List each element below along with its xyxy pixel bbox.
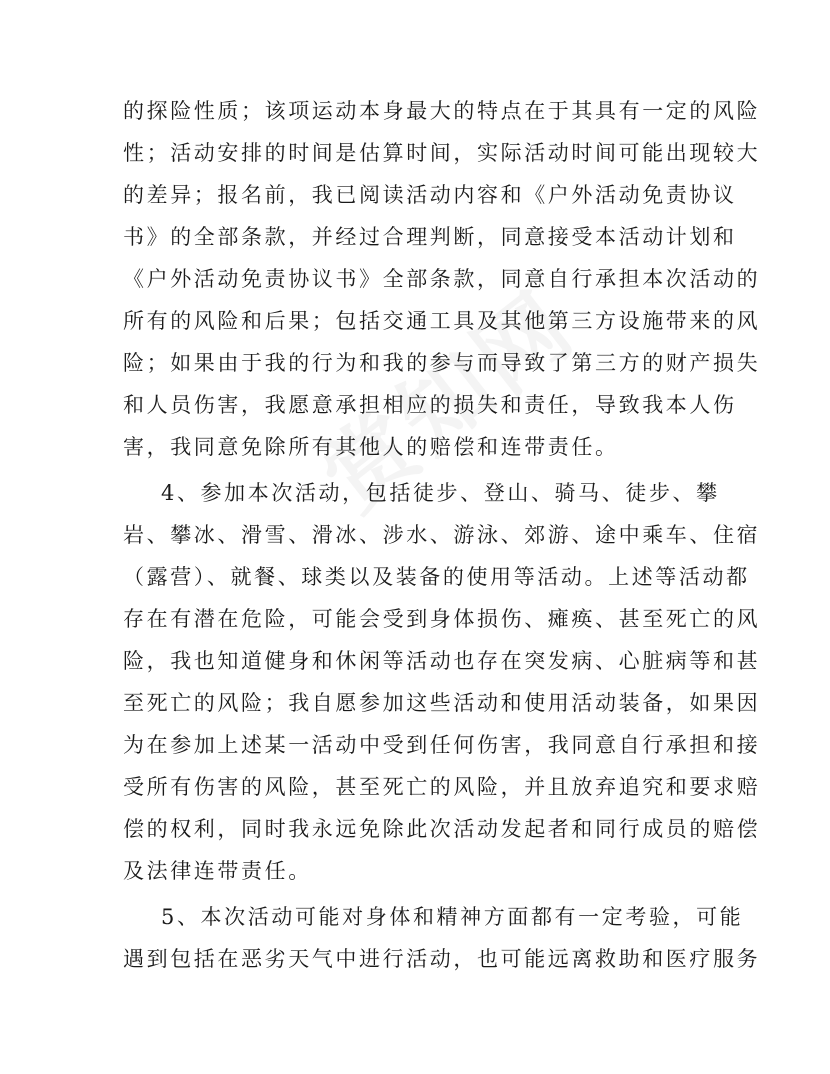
text-line: 遇到包括在恶劣天气中进行活动，也可能远离救助和医疗服务	[123, 947, 761, 971]
text-line: 为在参加上述某一活动中受到任何伤害，我同意自行承担和接	[123, 733, 761, 757]
text-line: 及法律连带责任。	[123, 859, 312, 883]
text-line: 至死亡的风险；我自愿参加这些活动和使用活动装备，如果因	[123, 691, 761, 715]
text-line: 5、本次活动可能对身体和精神方面都有一定考验，可能	[161, 905, 744, 929]
text-line: 岩、攀冰、滑雪、滑冰、涉水、游泳、郊游、途中乘车、住宿	[123, 523, 761, 547]
text-line: 受所有伤害的风险，甚至死亡的风险，并且放弃追究和要求赔	[123, 775, 761, 799]
text-line: 《户外活动免责协议书》全部条款，同意自行承担本次活动的	[123, 267, 761, 291]
text-line: 4、参加本次活动，包括徒步、登山、骑马、徒步、攀	[161, 481, 720, 505]
text-line: 的探险性质；该项运动本身最大的特点在于其具有一定的风险	[123, 99, 761, 123]
text-line: 性；活动安排的时间是估算时间，实际活动时间可能出现较大	[123, 141, 761, 165]
text-line: 书》的全部条款，并经过合理判断，同意接受本活动计划和	[123, 225, 737, 249]
text-line: 害，我同意免除所有其他人的赔偿和连带责任。	[123, 435, 619, 459]
text-line: 存在有潜在危险，可能会受到身体损伤、瘫痪、甚至死亡的风	[123, 607, 761, 631]
text-line: 所有的风险和后果；包括交通工具及其他第三方设施带来的风	[123, 309, 761, 333]
text-line: 险；如果由于我的行为和我的参与而导致了第三方的财产损失	[123, 351, 761, 375]
text-line: 险，我也知道健身和休闲等活动也存在突发病、心脏病等和甚	[123, 649, 761, 673]
text-line: 和人员伤害，我愿意承担相应的损失和责任，导致我本人伤	[123, 393, 737, 417]
text-line: 的差异；报名前，我已阅读活动内容和《户外活动免责协议	[123, 183, 737, 207]
text-line: （露营）、就餐、球类以及装备的使用等活动。上述等活动都	[123, 565, 750, 589]
text-line: 偿的权利，同时我永远免除此次活动发起者和同行成员的赔偿	[123, 817, 761, 841]
